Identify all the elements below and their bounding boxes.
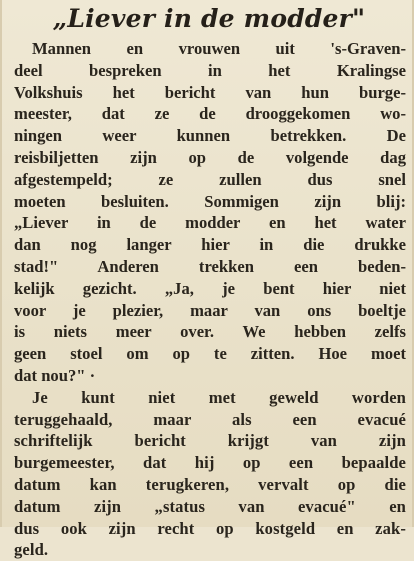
text-line: afgestempeld; ze zullen dus snel: [14, 169, 406, 189]
article-headline: „Liever in de modder": [52, 4, 366, 33]
text-line: dat nou?" ·: [14, 365, 96, 385]
text-line: Je kunt niet met geweld worden: [32, 387, 406, 407]
text-line: reisbiljetten zijn op de volgende dag: [14, 147, 406, 167]
text-line: dus ook zijn recht op kostgeld en zak-: [14, 518, 406, 538]
text-line: stad!" Anderen trekken een beden-: [14, 256, 406, 276]
text-line: kelijk gezicht. „Ja, je bent hier niet: [14, 278, 406, 298]
text-line: ningen weer kunnen betrekken. De: [14, 126, 406, 146]
text-line: geen stoel om op te zitten. Hoe moet: [14, 344, 406, 364]
text-line: schriftelijk bericht krijgt van zijn: [14, 431, 406, 451]
text-line: meester, dat ze de drooggekomen wo-: [14, 104, 406, 124]
text-line: dan nog langer hier in die drukke: [14, 235, 406, 255]
text-line: datum kan terugkeren, vervalt op die: [14, 474, 406, 494]
text-line: burgemeester, dat hij op een bepaalde: [14, 453, 406, 473]
text-line: geld.: [14, 540, 49, 560]
paragraph-2: [14, 387, 406, 561]
text-line: Mannen en vrouwen uit 's-Graven-: [32, 39, 406, 58]
text-line: deel bespreken in het Kralingse: [14, 60, 406, 80]
text-line: Volkshuis het bericht van hun burge-: [14, 82, 406, 102]
article-body: [14, 38, 406, 561]
text-line: voor je plezier, maar van ons boeltje: [14, 300, 406, 320]
paragraph-1: [14, 38, 406, 387]
text-line: is niets meer over. We hebben zelfs: [14, 322, 406, 342]
text-line: moeten besluiten. Sommigen zijn blij:: [14, 191, 406, 211]
text-line: teruggehaald, maar als een evacué: [14, 409, 406, 429]
text-line: datum zijn „status van evacué" en: [14, 496, 406, 516]
text-line: „Liever in de modder en het water: [14, 213, 406, 233]
